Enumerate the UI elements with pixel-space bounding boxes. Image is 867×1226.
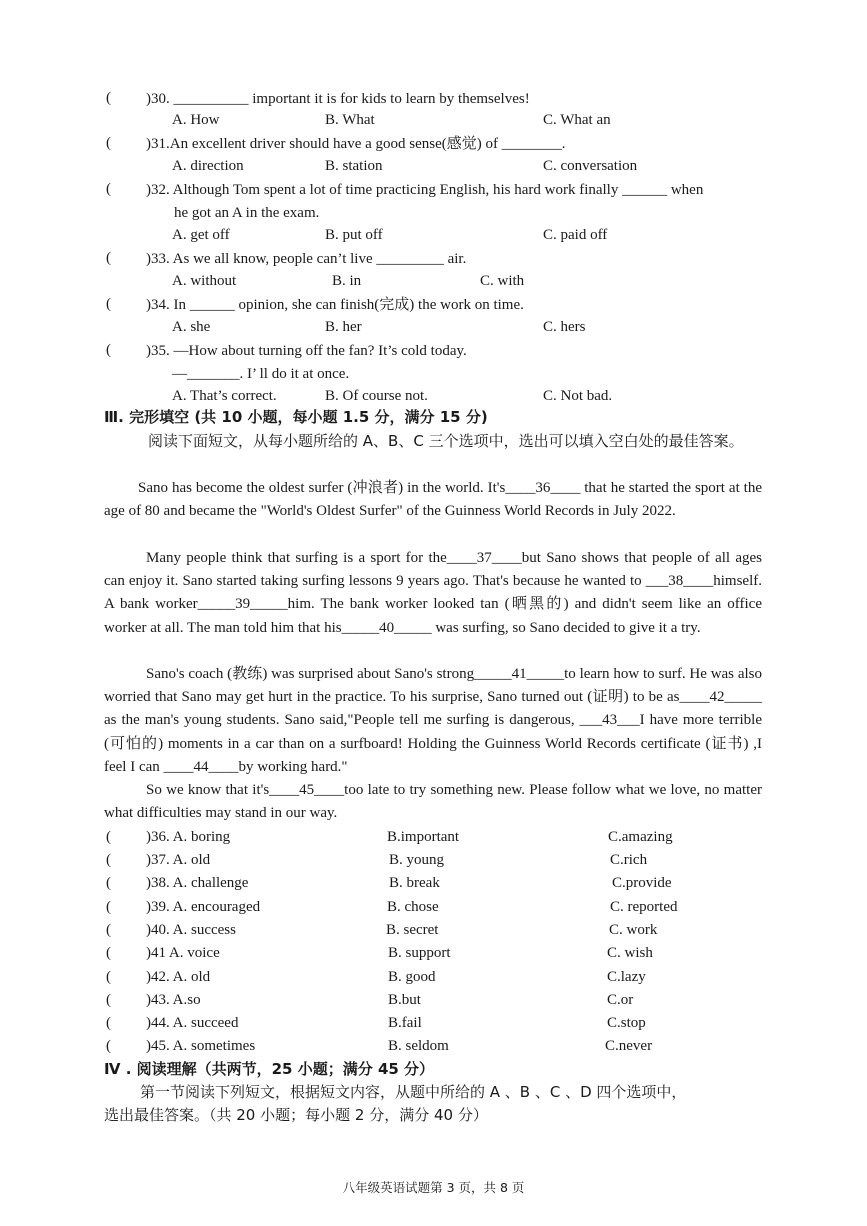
option-a: )38. A. challenge (146, 875, 249, 891)
option-a: A. How (172, 112, 220, 128)
answer-paren: ( (106, 342, 111, 358)
question-stem: )32. Although Tom spent a lot of time practicing English, his hard work finally ______ when (146, 182, 704, 198)
option-c: C. work (609, 922, 658, 938)
answer-paren: ( (106, 250, 111, 266)
option-c: C. paid off (543, 227, 608, 243)
option-c: C. What an (543, 112, 611, 128)
option-a: )43. A.so (146, 992, 201, 1008)
option-b: B. Of course not. (325, 388, 428, 404)
answer-paren: ( (106, 945, 111, 961)
question-stem: )30. __________ important it is for kids to learn by themselves! (146, 91, 530, 107)
option-b: B. break (389, 875, 440, 891)
option-a: A. she (172, 319, 211, 335)
passage-paragraph: Sano has become the oldest surfer (冲浪者) in the world. It's____36____ that he started the sport at the age of 80 and became the "World's Oldest Surfer" of the Guinness World Records in July 2022. (104, 480, 762, 520)
option-c: C.never (605, 1038, 653, 1054)
answer-paren: ( (106, 922, 111, 938)
option-c: C.rich (610, 852, 648, 868)
section-instruction: 阅读下面短文，从每小题所给的 A、B、C 三个选项中，选出可以填入空白处的最佳答案。 (148, 432, 744, 450)
option-a: )41 A. voice (146, 945, 220, 961)
answer-paren: ( (106, 829, 111, 845)
answer-paren: ( (106, 181, 111, 197)
option-c: C.or (607, 992, 634, 1008)
option-b: B.important (387, 829, 460, 845)
option-b: B. chose (387, 899, 439, 915)
option-a: A. direction (172, 158, 244, 174)
question-stem: )31.An excellent driver should have a good sense(感觉) of ________. (146, 136, 566, 152)
option-b: B. young (389, 852, 445, 868)
answer-paren: ( (106, 969, 111, 985)
answer-paren: ( (106, 899, 111, 915)
option-b: B. secret (386, 922, 439, 938)
question-stem: )35. —How about turning off the fan? It’s cold today. (146, 343, 467, 359)
passage-paragraph: Many people think that surfing is a sport for the____37____but Sano shows that people of all ages can enjoy it. Sano started taking surfing lessons 9 years ago. That's because he wanted to ___38____himself. A bank worker_____39_____him. The bank worker looked tan (晒黑的) and didn't seem like an office worker at all. The man told him that his_____40_____ was surfing, so Sano decided to give it a try. (104, 550, 762, 636)
option-b: B. station (325, 158, 383, 174)
question-stem: )34. In ______ opinion, she can finish(完成) the work on time. (146, 297, 524, 313)
option-c: C.lazy (607, 969, 646, 985)
option-a: A. That’s correct. (172, 388, 277, 404)
answer-paren: ( (106, 1015, 111, 1031)
option-c: C. reported (610, 899, 678, 915)
answer-paren: ( (106, 1038, 111, 1054)
answer-paren: ( (106, 135, 111, 151)
section-instruction: 第一节阅读下列短文，根据短文内容，从题中所给的 A 、B 、C 、D 四个选项中， (140, 1083, 687, 1101)
option-b: B. What (325, 112, 375, 128)
answer-paren: ( (106, 992, 111, 1008)
option-b: B. put off (325, 227, 383, 243)
section-heading: Ⅲ. 完形填空 (共 10 小题，每小题 1.5 分，满分 15 分) (104, 408, 488, 426)
section-heading: Ⅳ . 阅读理解（共两节，25 小题；满分 45 分） (104, 1060, 435, 1078)
answer-paren: ( (106, 875, 111, 891)
option-b: B. support (388, 945, 451, 961)
section-instruction: 选出最佳答案。（共 20 小题；每小题 2 分，满分 40 分） (104, 1106, 488, 1124)
answer-paren: ( (106, 90, 111, 106)
passage-paragraph: Sano's coach (教练) was surprised about Sano's strong_____41_____to learn how to surf. He was also worried that Sano may get hurt in the practice. To his surprise, Sano turned out (证明) to be as____42_____ as the man's young students. Sano said,"People tell me surfing is dangerous, ___43___I have more terrible (可怕的) moments in a car than on a surfboard! Holding the Guinness World Records certificate (证书) ,I feel I can ____44____by working hard." (104, 666, 762, 775)
option-b: B.but (388, 992, 421, 1008)
option-a: )36. A. boring (146, 829, 231, 845)
option-c: C. wish (607, 945, 653, 961)
option-a: A. without (172, 273, 237, 289)
option-c: C.amazing (608, 829, 673, 845)
option-a: )37. A. old (146, 852, 211, 868)
option-a: )39. A. encouraged (146, 899, 261, 915)
option-a: )45. A. sometimes (146, 1038, 256, 1054)
option-a: A. get off (172, 227, 230, 243)
question-stem-continued: —_______. I’ ll do it at once. (172, 366, 350, 382)
passage-paragraph: So we know that it's____45____too late to try something new. Please follow what we love, no matter what difficulties may stand in our way. (104, 782, 762, 822)
option-b: B. seldom (388, 1038, 449, 1054)
option-c: C. with (480, 273, 525, 289)
page-footer: 八年级英语试题第 3 页，共 8 页 (342, 1180, 525, 1195)
answer-paren: ( (106, 296, 111, 312)
answer-paren: ( (106, 852, 111, 868)
option-c: C. Not bad. (543, 388, 613, 404)
option-c: C.stop (607, 1015, 646, 1031)
option-b: B.fail (388, 1015, 422, 1031)
option-c: C. hers (543, 319, 586, 335)
option-b: B. in (332, 273, 362, 289)
option-b: B. her (325, 319, 362, 335)
option-a: )42. A. old (146, 969, 211, 985)
option-b: B. good (388, 969, 436, 985)
question-stem-continued: he got an A in the exam. (174, 205, 320, 221)
option-a: )44. A. succeed (146, 1015, 239, 1031)
option-c: C.provide (612, 875, 672, 891)
option-c: C. conversation (543, 158, 638, 174)
option-a: )40. A. success (146, 922, 236, 938)
question-stem: )33. As we all know, people can’t live _________ air. (146, 251, 467, 267)
